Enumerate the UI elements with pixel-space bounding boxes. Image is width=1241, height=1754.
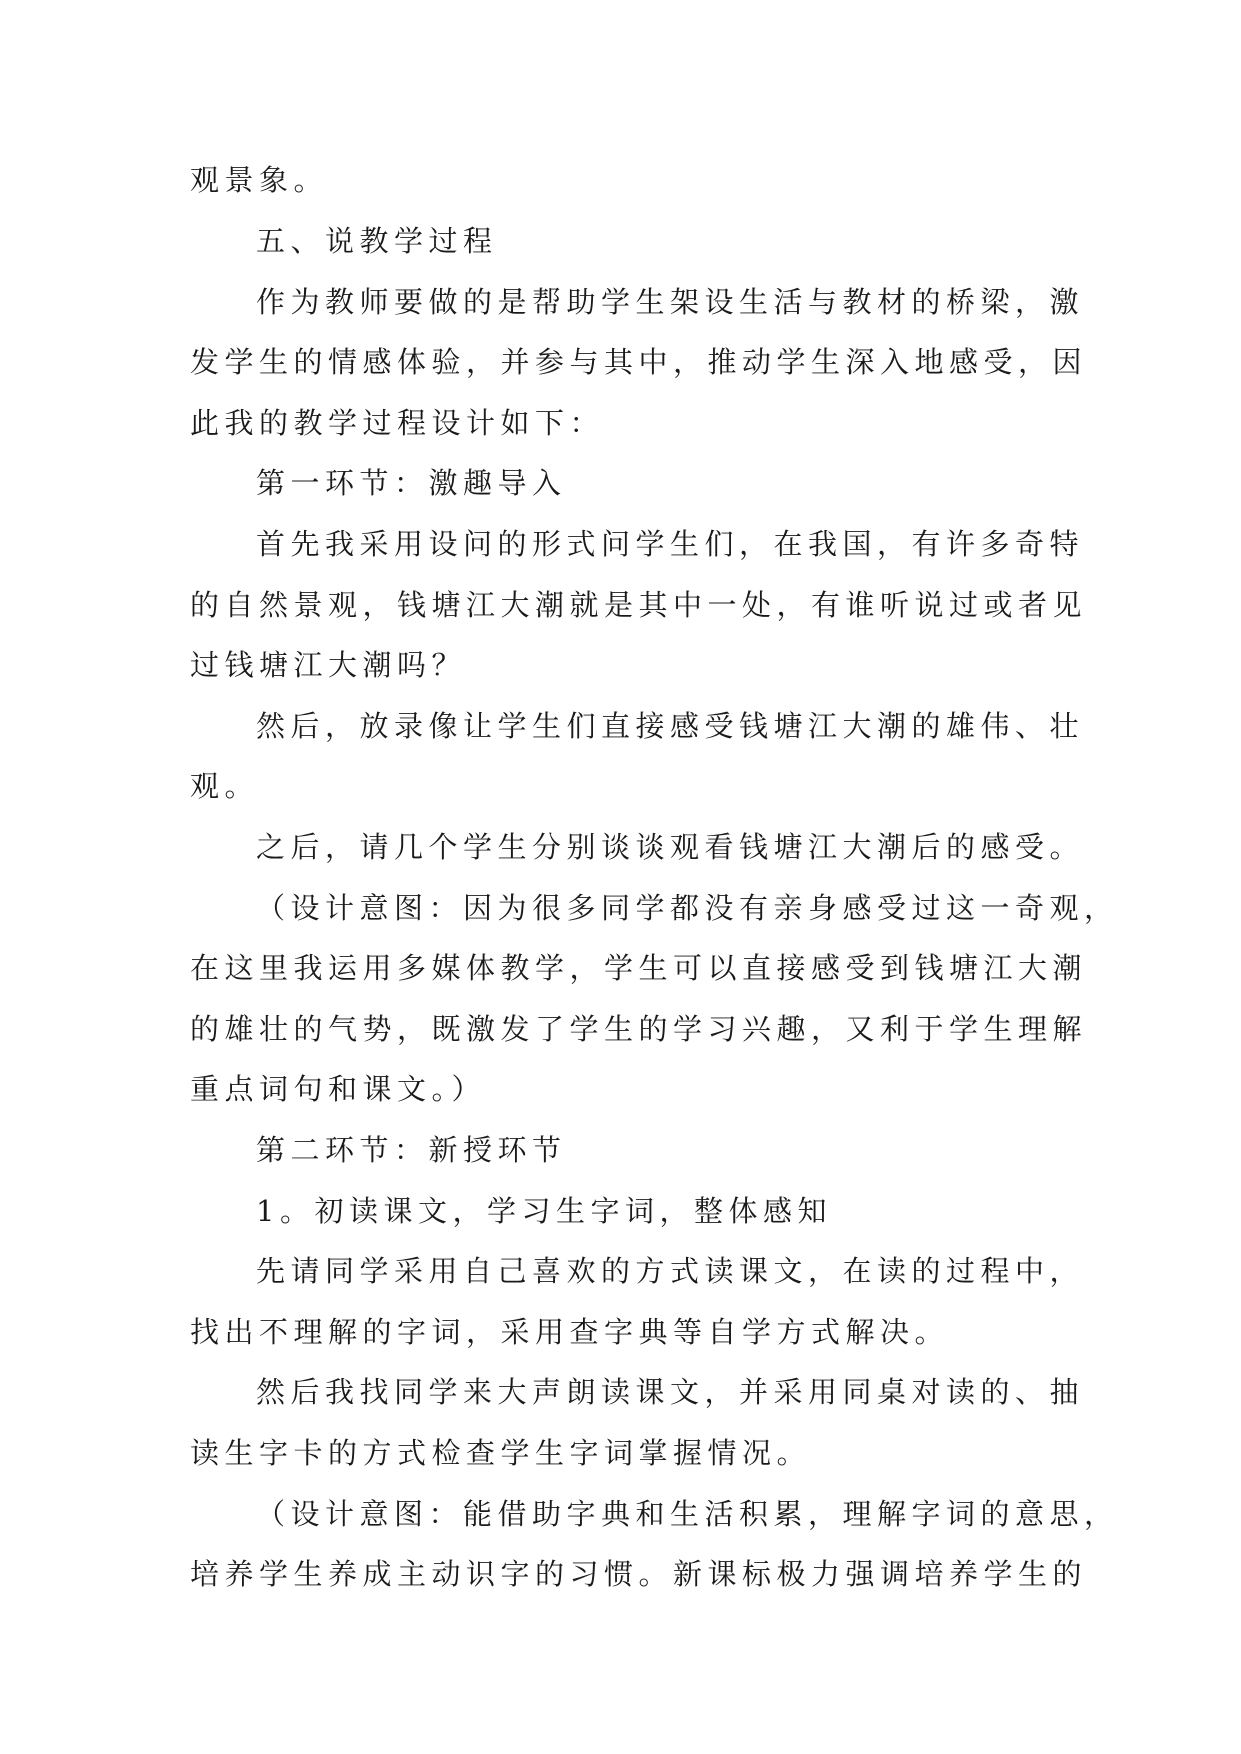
text-line: 此我的教学过程设计如下： [190, 406, 605, 440]
text-line: 找出不理解的字词，采用查字典等自学方式解决。 [190, 1315, 950, 1349]
text-line: 在这里我运用多媒体教学，学生可以直接感受到钱塘江大潮 [190, 951, 1088, 985]
text-line: 观。 [190, 769, 260, 803]
text-line: 发学生的情感体验，并参与其中，推动学生深入地感受，因 [190, 345, 1088, 379]
text-line: （设计意图：因为很多同学都没有亲身感受过这一奇观， [256, 891, 1119, 925]
text-line: 然后，放录像让学生们直接感受钱塘江大潮的雄伟、壮 [256, 709, 1085, 743]
text-line: 培养学生养成主动识字的习惯。新课标极力强调培养学生的 [190, 1557, 1088, 1591]
text-line: 过钱塘江大潮吗？ [190, 648, 467, 682]
section-heading: 五、说教学过程 [256, 224, 498, 258]
text-line: 作为教师要做的是帮助学生架设生活与教材的桥梁，激 [256, 285, 1085, 319]
text-line: 先请同学采用自己喜欢的方式读课文，在读的过程中， [256, 1254, 1085, 1288]
list-item-heading: 1。初读课文，学习生字词，整体感知 [256, 1194, 832, 1228]
text-line: 之后，请几个学生分别谈谈观看钱塘江大潮后的感受。 [256, 830, 1085, 864]
subsection-heading: 第二环节：新授环节 [256, 1133, 567, 1167]
text-line: （设计意图：能借助字典和生活积累，理解字词的意思， [256, 1497, 1119, 1531]
text-line: 首先我采用设问的形式问学生们，在我国，有许多奇特 [256, 527, 1085, 561]
text-line: 的雄壮的气势，既激发了学生的学习兴趣，又利于学生理解 [190, 1012, 1088, 1046]
text-line: 然后我找同学来大声朗读课文，并采用同桌对读的、抽 [256, 1375, 1085, 1409]
text-line: 的自然景观，钱塘江大潮就是其中一处，有谁听说过或者见 [190, 588, 1088, 622]
text-line: 重点词句和课文。） [190, 1072, 487, 1106]
subsection-heading: 第一环节：激趣导入 [256, 466, 567, 500]
text-line: 读生字卡的方式检查学生字词掌握情况。 [190, 1436, 812, 1470]
text-line: 观景象。 [190, 163, 329, 197]
